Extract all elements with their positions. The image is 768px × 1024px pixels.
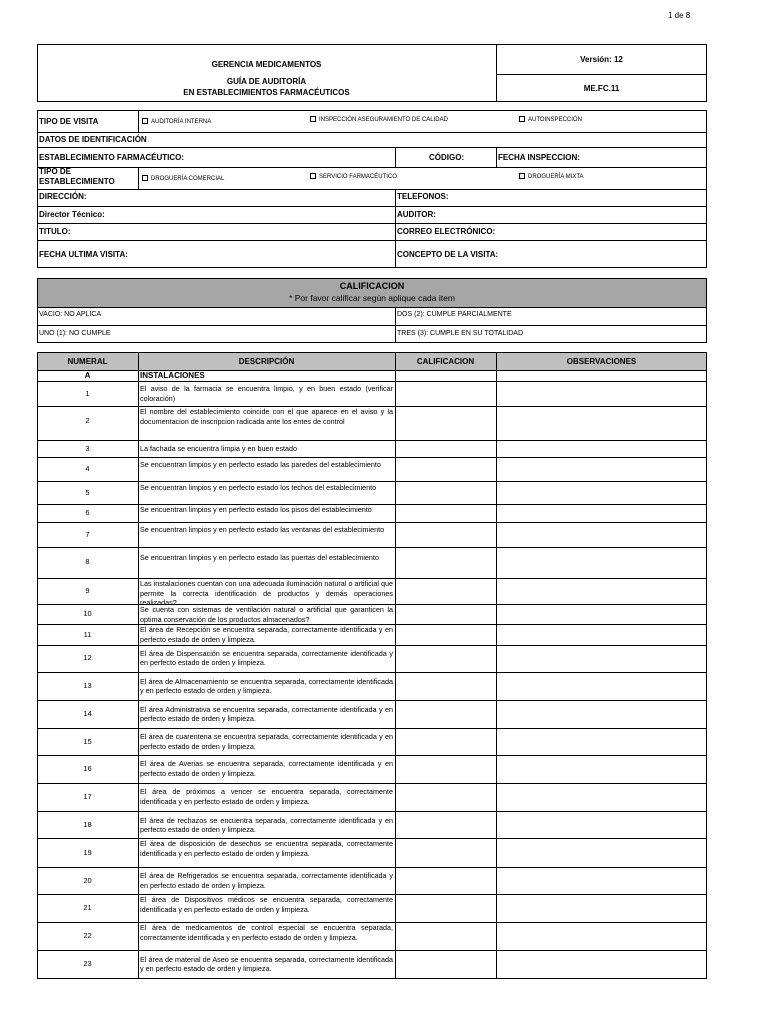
observations-cell[interactable] bbox=[497, 406, 706, 436]
observations-cell[interactable] bbox=[497, 783, 706, 810]
rating-cell[interactable] bbox=[396, 838, 496, 867]
doc-title-line1: GUÍA DE AUDITORÍA bbox=[226, 77, 307, 86]
row-numeral: 20 bbox=[83, 875, 92, 885]
type-option-commercial[interactable]: DROGUERÍA COMERCIAL bbox=[142, 174, 224, 184]
row-numeral: 23 bbox=[83, 959, 92, 968]
observations-cell[interactable] bbox=[497, 522, 706, 547]
row-numeral: 2 bbox=[85, 416, 90, 425]
observations-cell[interactable] bbox=[497, 381, 706, 406]
inspection-date-label: FECHA INSPECCION: bbox=[498, 153, 580, 162]
doc-title-line2: EN ESTABLECIMIENTOS FARMACÉUTICOS bbox=[183, 88, 350, 97]
rating-cell[interactable] bbox=[396, 406, 496, 436]
rating-cell[interactable] bbox=[396, 783, 496, 810]
observations-cell[interactable] bbox=[497, 504, 706, 522]
visit-type-label: TIPO DE VISITA bbox=[39, 117, 99, 126]
row-numeral: 17 bbox=[83, 791, 92, 801]
observations-cell[interactable] bbox=[497, 578, 706, 604]
row-numeral: 11 bbox=[83, 629, 92, 639]
observations-cell[interactable] bbox=[497, 922, 706, 950]
observations-cell[interactable] bbox=[497, 867, 706, 894]
establishment-type-label: TIPO DE ESTABLECIMIENTO bbox=[39, 167, 115, 186]
row-numeral: 6 bbox=[85, 508, 90, 517]
row-description: El área de Dispositivos médicos se encuentra separada, correctamente identificada y en perfecto estado de orden y limpieza. bbox=[140, 895, 393, 914]
observations-cell[interactable] bbox=[497, 700, 706, 728]
row-description: Se encuentran limpios y en perfecto estado las ventanas del establecimiento bbox=[140, 525, 385, 534]
rating-cell[interactable] bbox=[396, 547, 496, 577]
row-numeral: 22 bbox=[83, 931, 92, 940]
page-number: 1 de 8 bbox=[668, 11, 691, 20]
col-header-rating: CALIFICACION bbox=[416, 357, 475, 366]
rating-title: CALIFICACION bbox=[339, 281, 405, 291]
observations-cell[interactable] bbox=[497, 481, 706, 504]
row-numeral: 8 bbox=[85, 557, 90, 566]
rating-cell[interactable] bbox=[396, 950, 496, 978]
title-label: TITULO: bbox=[39, 227, 71, 236]
checkbox-icon[interactable] bbox=[310, 116, 316, 122]
org-name: GERENCIA MEDICAMENTOS bbox=[211, 60, 322, 69]
row-numeral: 12 bbox=[83, 653, 92, 662]
checkbox-icon[interactable] bbox=[519, 116, 525, 122]
auditor-label: AUDITOR: bbox=[397, 210, 436, 219]
rating-cell[interactable] bbox=[396, 604, 496, 624]
checkbox-icon[interactable] bbox=[519, 173, 525, 179]
type-option-mixed[interactable]: DROGUERÍA MIXTA bbox=[519, 172, 584, 182]
checkbox-icon[interactable] bbox=[310, 173, 316, 179]
visit-option-self[interactable]: AUTOINSPECCIÓN bbox=[519, 115, 582, 125]
checkbox-icon[interactable] bbox=[142, 118, 148, 124]
row-numeral: 19 bbox=[83, 847, 92, 857]
observations-cell[interactable] bbox=[497, 894, 706, 922]
rating-cell[interactable] bbox=[396, 867, 496, 894]
row-numeral: 21 bbox=[83, 903, 92, 912]
row-description: El área Administrativa se encuentra separada, correctamente identificada y en perfecto estado de orden y limpieza. bbox=[140, 704, 393, 723]
col-header-numeral: NUMERAL bbox=[67, 357, 108, 366]
rating-cell[interactable] bbox=[396, 811, 496, 839]
rating-cell[interactable] bbox=[396, 481, 496, 504]
row-numeral: 1 bbox=[85, 388, 90, 398]
row-numeral: 13 bbox=[83, 681, 92, 690]
type-option-pharma-service[interactable]: SERVICIO FARMACÉUTICO bbox=[310, 172, 397, 182]
row-description: Se encuentran limpios y en perfecto estado los techos del establecimiento bbox=[140, 483, 377, 492]
row-numeral: 5 bbox=[85, 487, 90, 497]
section-title: INSTALACIONES bbox=[140, 371, 205, 380]
col-header-observations: OBSERVACIONES bbox=[566, 357, 637, 366]
row-numeral: 4 bbox=[85, 464, 90, 473]
row-description: El área de Recepción se encuentra separada, correctamente identificada y en perfecto estado de orden y limpieza. bbox=[140, 625, 393, 644]
rating-cell[interactable] bbox=[396, 755, 496, 782]
rating-cell[interactable] bbox=[396, 381, 496, 406]
observations-cell[interactable] bbox=[497, 838, 706, 867]
rating-cell[interactable] bbox=[396, 457, 496, 481]
row-description: El área de rechazos se encuentra separada, correctamente identificada y en perfecto estado de orden y limpieza. bbox=[140, 815, 393, 834]
rating-cell[interactable] bbox=[396, 578, 496, 604]
row-description: El área de Averias se encuentra separada, correctamente identificada y en perfecto estado de orden y limpieza. bbox=[140, 759, 393, 778]
rating-subtitle: * Por favor calificar según aplique cada item bbox=[289, 293, 455, 303]
row-numeral: 14 bbox=[83, 709, 92, 718]
row-numeral: 7 bbox=[85, 529, 90, 539]
doc-code: ME.FC.11 bbox=[583, 84, 620, 93]
rating-cell[interactable] bbox=[396, 728, 496, 755]
rating-cell[interactable] bbox=[396, 894, 496, 922]
row-description: El área de disposición de desechos se encuentra separada, correctamente identificada y en perfecto estado de orden y limpieza. bbox=[140, 839, 393, 858]
row-description: Se encuentran limpios y en perfecto estado las puertas del establecimiento bbox=[140, 552, 379, 562]
row-numeral: 10 bbox=[83, 609, 92, 618]
address-label: DIRECCIÓN: bbox=[39, 192, 87, 201]
row-description: El área de Refrigerados se encuentra separada, correctamente identificada y en perfecto estado de orden y limpieza. bbox=[140, 871, 393, 890]
observations-cell[interactable] bbox=[497, 811, 706, 839]
code-label: CÓDIGO: bbox=[429, 153, 465, 162]
observations-cell[interactable] bbox=[497, 755, 706, 782]
observations-cell[interactable] bbox=[497, 604, 706, 624]
rating-cell[interactable] bbox=[396, 672, 496, 700]
rating-cell[interactable] bbox=[396, 700, 496, 728]
row-description: La fachada se encuentra limpia y en buen estado bbox=[140, 443, 298, 453]
row-numeral: 15 bbox=[83, 736, 92, 746]
observations-cell[interactable] bbox=[497, 645, 706, 671]
checkbox-icon[interactable] bbox=[142, 175, 148, 181]
observations-cell[interactable] bbox=[497, 440, 706, 457]
visit-option-quality[interactable]: INSPECCIÓN ASEGURAMIENTO DE CALIDAD bbox=[310, 115, 448, 125]
concept-label: CONCEPTO DE LA VISITA: bbox=[397, 250, 499, 259]
row-description: Se cuenta con sistemas de ventilación natural o artificial que garanticen la optima conservación de los productos almacenados? bbox=[140, 605, 393, 624]
version-label: Versión: 12 bbox=[580, 55, 623, 64]
row-description: El área de próximos a vencer se encuentra separada, correctamente identificada y en perfecto estado de orden y limpieza. bbox=[140, 787, 393, 806]
rating-cell[interactable] bbox=[396, 645, 496, 671]
col-header-description: DESCRIPCIÓN bbox=[238, 357, 295, 366]
row-description: El aviso de la farmacia se encuentra limpio, y en buen estado (verificar coloración) bbox=[140, 384, 393, 403]
establishment-label: ESTABLECIMIENTO FARMACÉUTICO: bbox=[39, 153, 185, 162]
email-label: CORREO ELECTRÓNICO: bbox=[397, 227, 496, 236]
identification-title: DATOS DE IDENTIFICACIÓN bbox=[39, 135, 147, 144]
rating-scale-one: UNO (1): NO CUMPLE bbox=[39, 330, 111, 337]
rating-cell[interactable] bbox=[396, 624, 496, 645]
row-numeral: 16 bbox=[83, 763, 92, 773]
row-description: El área de Almacenamiento se encuentra separada, correctamente identificada y en perfecto estado de orden y limpieza. bbox=[140, 676, 393, 695]
observations-cell[interactable] bbox=[497, 728, 706, 755]
row-numeral: 18 bbox=[83, 820, 92, 829]
rating-cell[interactable] bbox=[396, 522, 496, 547]
row-description: El área de medicamentos de control especial se encuentra separada, correctamente identificada y en perfecto estado de orden y limpieza. bbox=[140, 923, 393, 942]
director-label: Director Técnico: bbox=[39, 210, 105, 219]
visit-option-internal[interactable]: AUDITORÍA INTERNA bbox=[142, 117, 211, 127]
rating-scale-three: TRES (3): CUMPLE EN SU TOTALIDAD bbox=[397, 330, 524, 337]
rating-scale-two: DOS (2): CUMPLE PARCIALMENTE bbox=[397, 311, 512, 318]
phones-label: TELEFONOS: bbox=[397, 192, 449, 201]
row-numeral: 3 bbox=[85, 443, 90, 453]
rating-scale-empty: VACIO: NO APLICA bbox=[39, 311, 102, 318]
row-description: El área de Dispensación se encuentra separada, correctamente identificada y en perfecto estado de orden y limpieza. bbox=[140, 648, 393, 667]
row-numeral: 9 bbox=[85, 586, 90, 595]
observations-cell[interactable] bbox=[497, 457, 706, 481]
row-description: El área de material de Aseo se encuentra separada, correctamente identificada y en perfecto estado de orden y limpieza. bbox=[140, 954, 393, 973]
rating-cell[interactable] bbox=[396, 440, 496, 457]
observations-cell[interactable] bbox=[497, 547, 706, 577]
row-description: El área de cuarentena se encuentra separada, correctamente identificada y en perfecto estado de orden y limpieza. bbox=[140, 732, 393, 751]
observations-cell[interactable] bbox=[497, 624, 706, 645]
row-description: Las instalaciones cuentan con una adecuada iluminación natural o artificial que permite la correcta identificación de productos y demás operaciones realizadas? bbox=[140, 579, 393, 607]
rating-cell[interactable] bbox=[396, 504, 496, 522]
rating-cell[interactable] bbox=[396, 922, 496, 950]
row-description: Se encuentran limpios y en perfecto estado las paredes del establecimiento bbox=[140, 459, 381, 469]
observations-cell[interactable] bbox=[497, 950, 706, 978]
section-letter: A bbox=[84, 371, 91, 380]
row-description: El nombre del establecimiento coincide con el que aparece en el aviso y la documentacion de inscripcion radicada ante los entes de control bbox=[140, 407, 393, 426]
observations-cell[interactable] bbox=[497, 672, 706, 700]
row-description: Se encuentran limpios y en perfecto estado los pisos del establecimiento bbox=[140, 505, 372, 514]
last-visit-label: FECHA ULTIMA VISITA: bbox=[39, 250, 128, 259]
